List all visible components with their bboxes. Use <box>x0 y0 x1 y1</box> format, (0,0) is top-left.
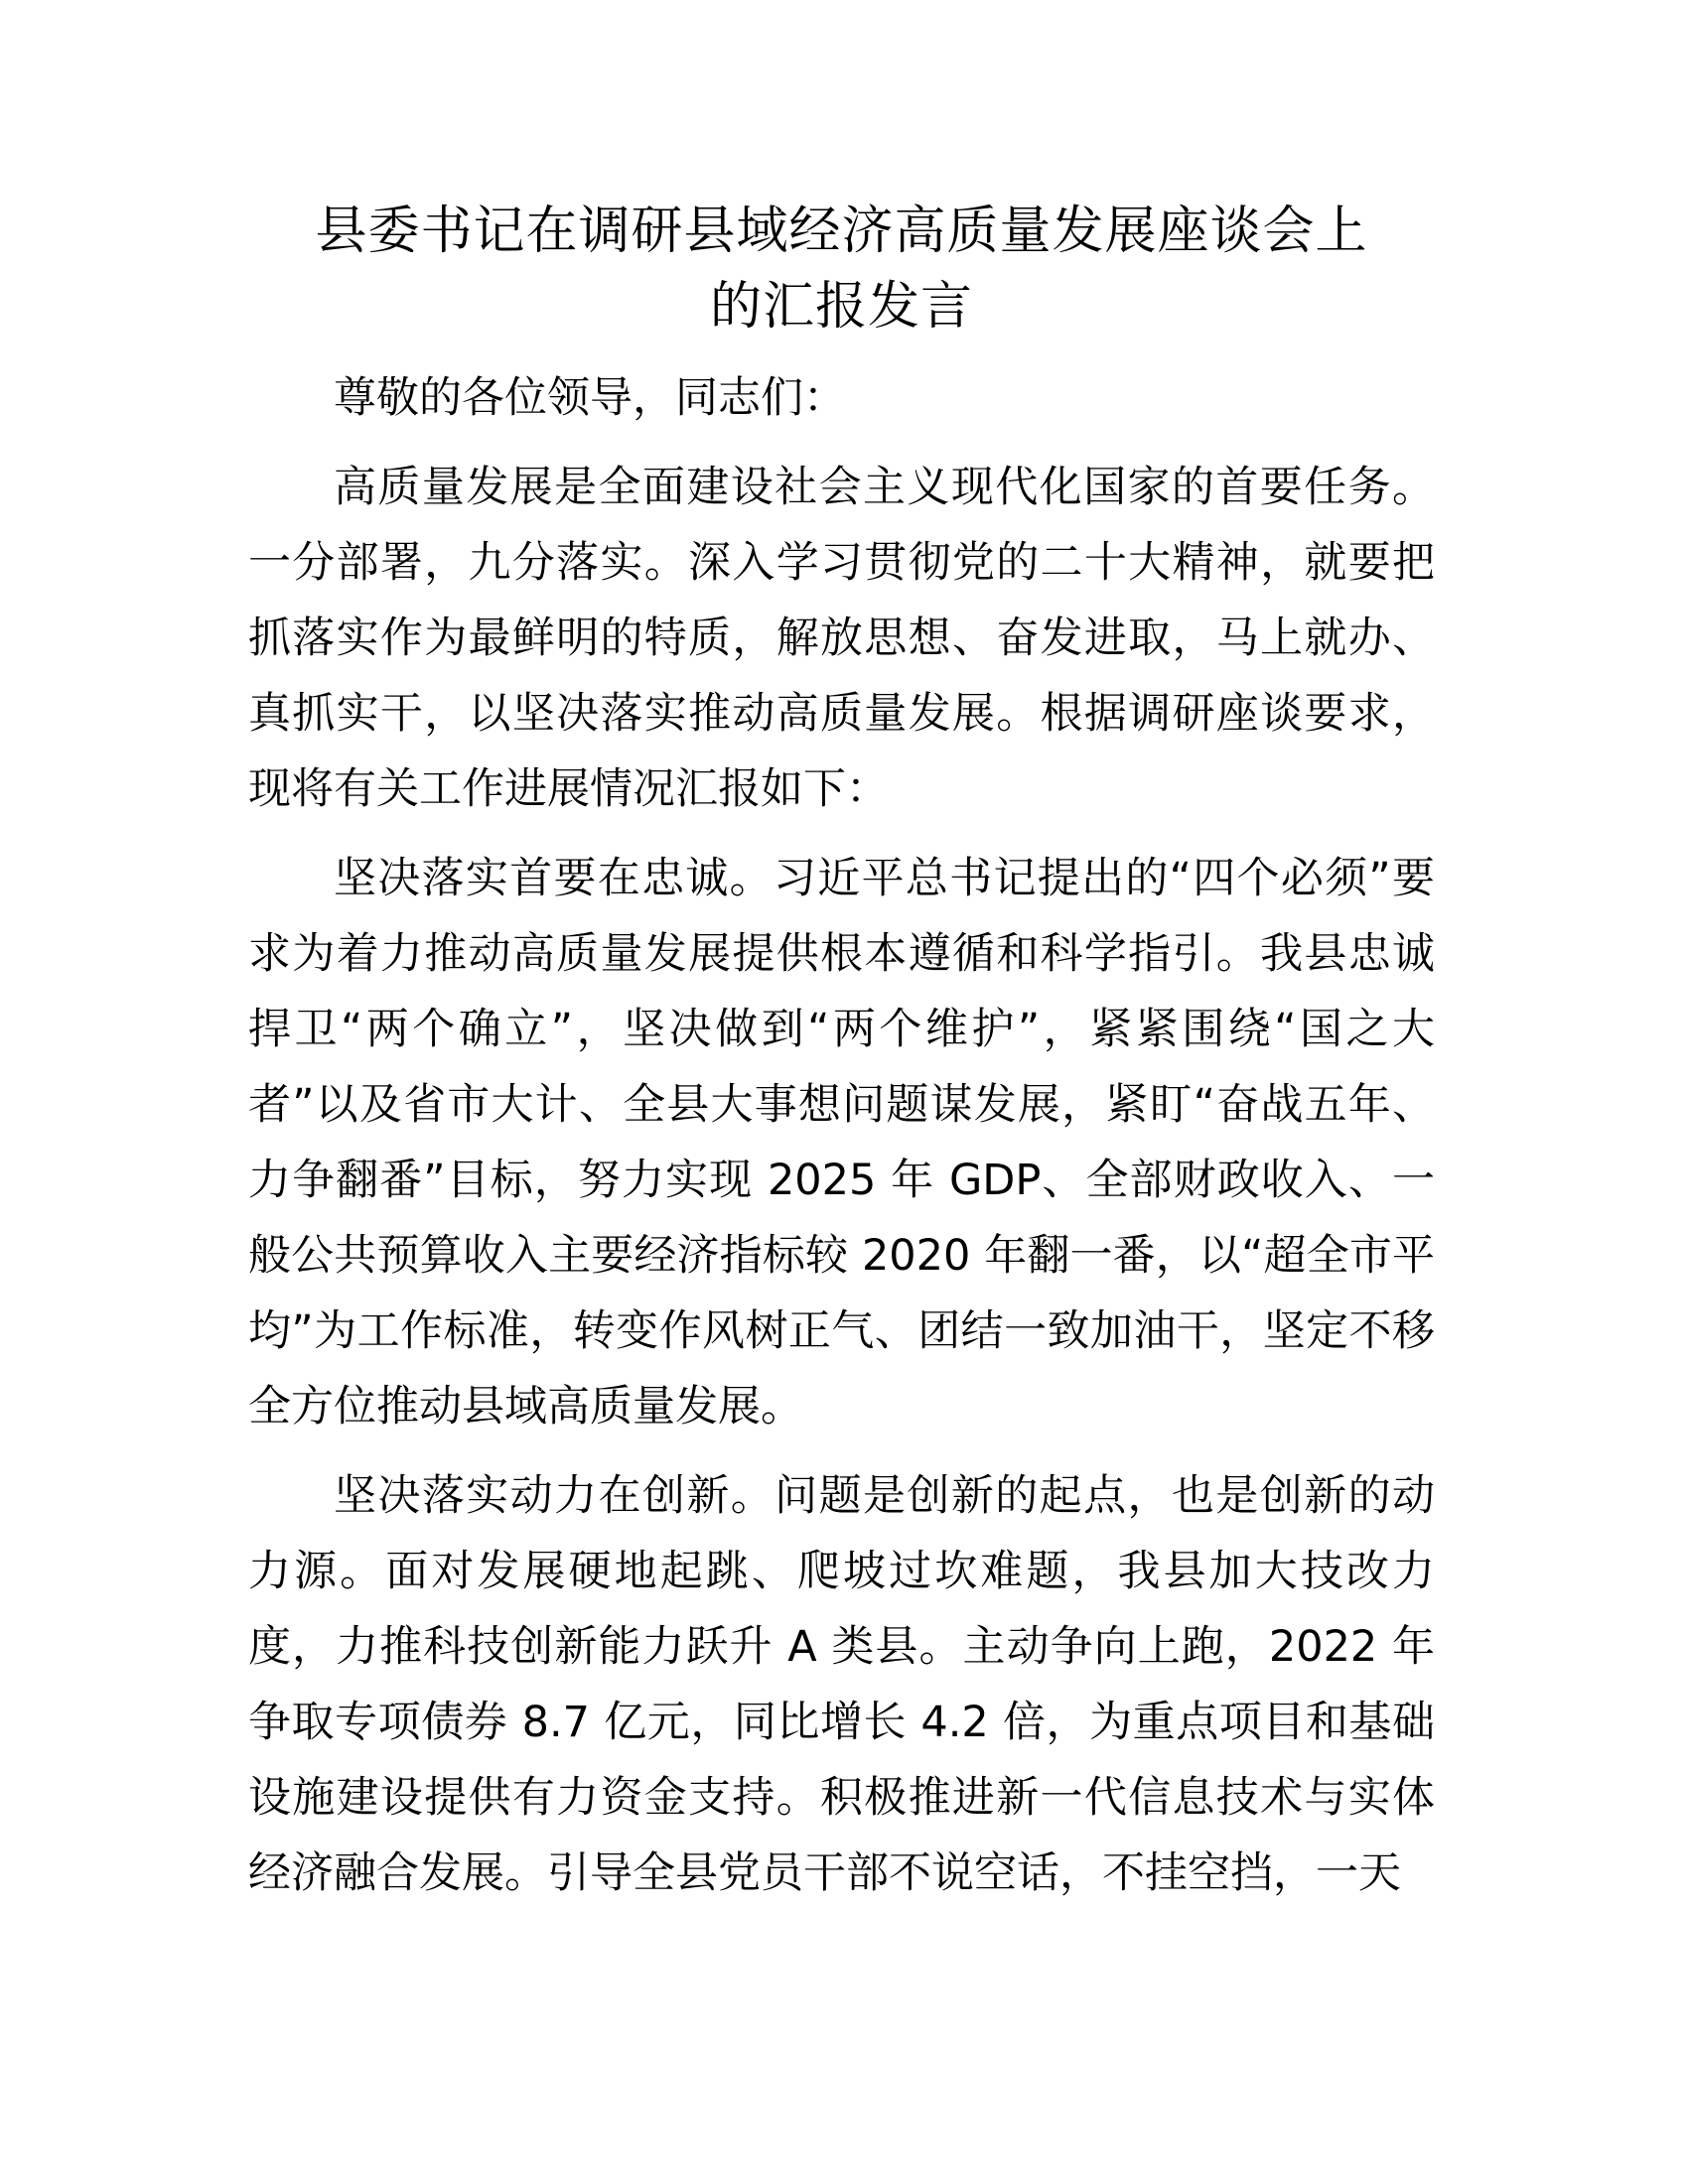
document-title <box>248 194 1435 344</box>
innovation-paragraph: 坚决落实动力在创新。问题是创新的起点，也是创新的动力源。面对发展硬地起跳、爬坡过坎难题，我县加大技改力度，力推科技创新能力跃升 A 类县。主动争向上跑，2022 年争取专项债券 8.7 亿元，同比增长 4.2 倍，为重点项目和基础设施建设提供有力资金支持。积极推进新一代信息技术与实体经济融合发展。引导全县党员干部不说空话，不挂空挡，一天 <box>248 1471 1435 1898</box>
salutation-paragraph: 尊敬的各位领导，同志们： <box>334 373 846 423</box>
intro-paragraph: 高质量发展是全面建设社会主义现代化国家的首要任务。一分部署，九分落实。深入学习贯彻党的二十大精神，就要把抓落实作为最鲜明的特质，解放思想、奋发进取，马上就办、真抓实干，以坚决落实推动高质量发展。根据调研座谈要求，现将有关工作进展情况汇报如下： <box>248 463 1435 814</box>
loyalty-paragraph: 坚决落实首要在忠诚。习近平总书记提出的“四个必须”要求为着力推动高质量发展提供根本遵循和科学指引。我县忠诚捍卫“两个确立”，坚决做到“两个维护”，紧紧围绕“国之大者”以及省市大计、全县大事想问题谋发展，紧盯“奋战五年、力争翻番”目标，努力实现 2025 年 GDP、全部财政收入、一般公共预算收入主要经济指标较 2020 年翻一番，以“超全市平均”为工作标准，转变作风树正气、团结一致加油干，坚定不移全方位推动县域高质量发展。 <box>248 854 1435 1432</box>
title-line-1: 县委书记在调研县域经济高质量发展座谈会上 <box>315 202 1368 261</box>
title-line-2: 的汇报发言 <box>709 277 973 337</box>
document-page <box>248 194 1435 1925</box>
